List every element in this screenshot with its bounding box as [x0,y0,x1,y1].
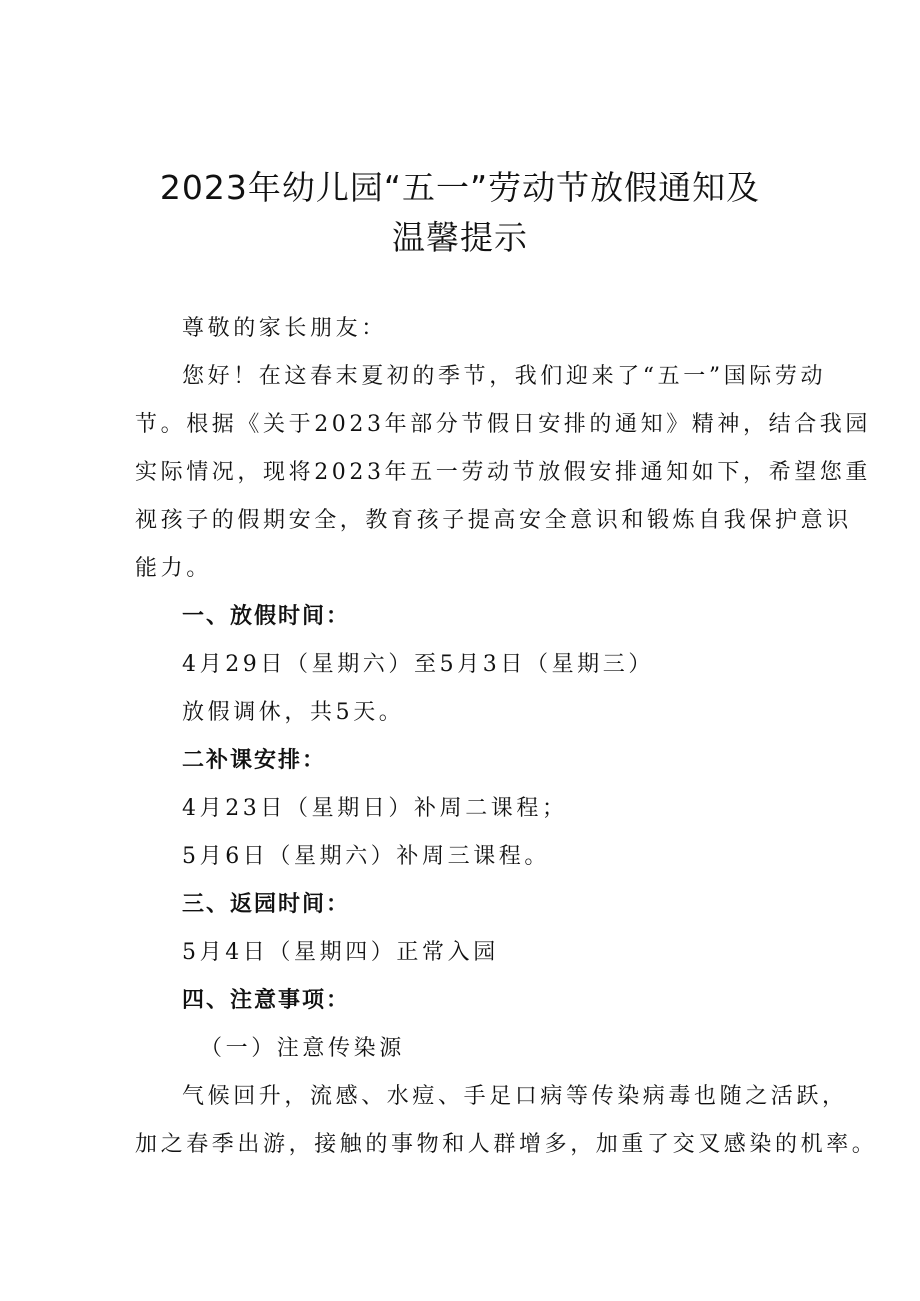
notes-line-1: 气候回升，流感、水痘、手足口病等传染病毒也随之活跃， [182,1084,848,1109]
section-heading-holiday-time: 一、放假时间： [182,604,351,629]
holiday-dates: 4月29日（星期六）至5月3日（星期三） [182,652,654,677]
section-heading-return-time: 三、返园时间： [182,892,351,917]
makeup-class-1: 4月23日（星期日）补周二课程； [182,796,568,821]
intro-line-3: 实际情况，现将2023年五一劳动节放假安排通知如下，希望您重 [135,460,871,485]
document-title-line-1: 2023年幼儿园“五一”劳动节放假通知及 [159,168,761,207]
notes-line-2: 加之春季出游，接触的事物和人群增多，加重了交叉感染的机率。 [135,1132,878,1157]
section-heading-notes: 四、注意事项： [182,988,351,1013]
intro-line-5: 能力。 [135,556,212,581]
greeting: 尊敬的家长朋友： [182,316,387,341]
notes-subheading-infection: （一）注意传染源 [200,1036,405,1061]
section-heading-makeup-classes: 二补课安排： [182,748,327,773]
intro-line-1: 您好！在这春末夏初的季节，我们迎来了“五一”国际劳动 [182,364,827,389]
document-title-line-2: 温馨提示 [392,218,528,257]
intro-line-2: 节。根据《关于2023年部分节假日安排的通知》精神，结合我园 [135,412,871,437]
holiday-total-days: 放假调休，共5天。 [182,700,405,725]
intro-line-4: 视孩子的假期安全，教育孩子提高安全意识和锻炼自我保护意识 [135,508,852,533]
return-date: 5月4日（星期四）正常入园 [182,940,499,965]
makeup-class-2: 5月6日（星期六）补周三课程。 [182,844,550,869]
